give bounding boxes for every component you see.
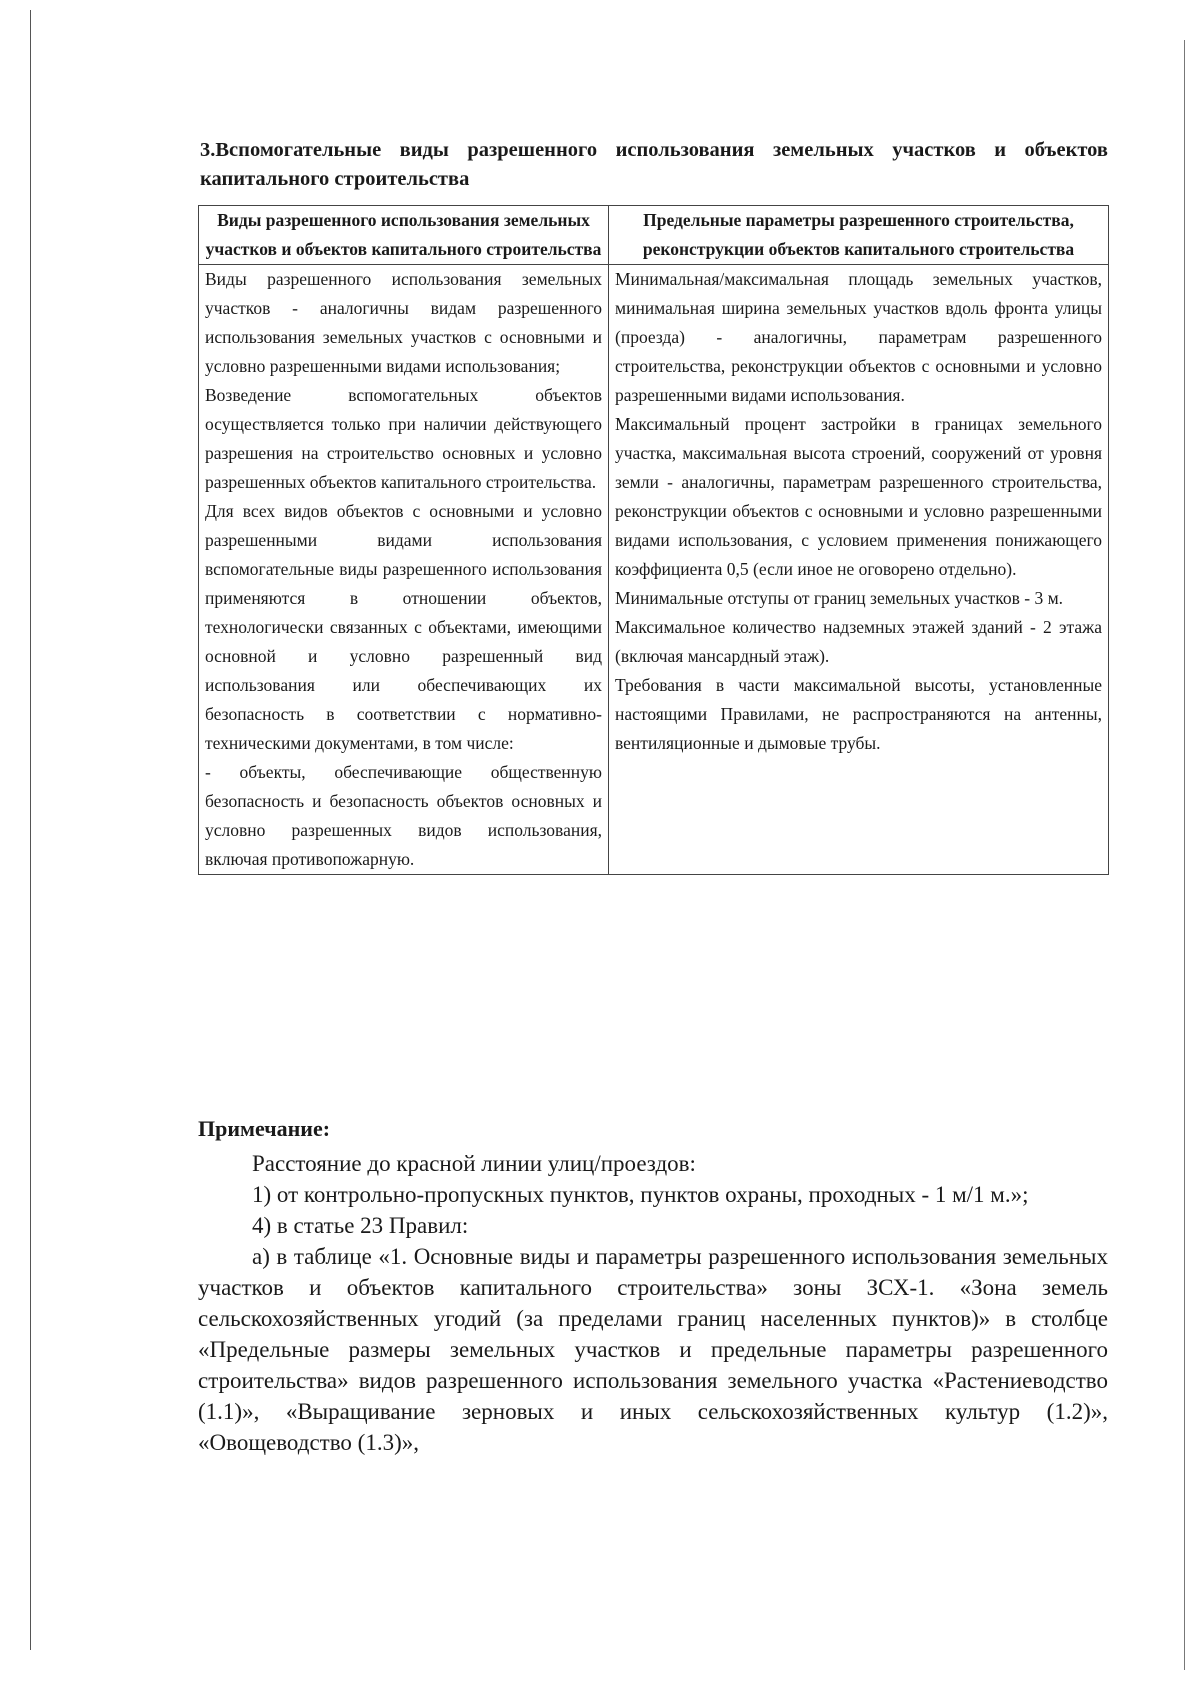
note-body	[198, 1148, 1108, 1458]
parameters-paragraph: Требования в части максимальной высоты, установленные настоящими Правилами, не распространяются на антенны, вентиляционные и дымовые трубы.	[615, 675, 1102, 753]
note-paragraph: 1) от контрольно-пропускных пунктов, пунктов охраны, проходных - 1 м/1 м.»;	[252, 1182, 1029, 1207]
regulations-table	[198, 205, 1109, 875]
parameters-paragraph: Минимальные отступы от границ земельных участков - 3 м.	[615, 588, 1064, 608]
scan-border-right	[1184, 40, 1185, 1670]
table-header-row	[199, 206, 1109, 265]
table-header-uses: Виды разрешенного использования земельных участков и объектов капитального строительства	[199, 206, 609, 265]
parameters-paragraph: Максимальный процент застройки в границах земельного участка, максимальная высота строений, сооружений от уровня земли - аналогичны, параметрам разрешенного строительства, реконструкции объектов с основными и условно разрешенными видами использования, с условием применения понижающего коэффициента 0,5 (если иное не оговорено отдельно).	[615, 414, 1102, 579]
uses-paragraph: - объекты, обеспечивающие общественную безопасность и безопасность объектов основных и условно разрешенных видов использования, включая противопожарную.	[205, 762, 602, 869]
scan-border-left	[30, 10, 31, 1650]
note-paragraph: 4) в статье 23 Правил:	[252, 1213, 469, 1238]
section-title: 3.Вспомогательные виды разрешенного использования земельных участков и объектов капитального строительства	[200, 139, 1108, 190]
table-row	[199, 265, 1109, 875]
note-paragraph: Расстояние до красной линии улиц/проездов:	[252, 1151, 696, 1176]
note-heading: Примечание:	[198, 1116, 331, 1141]
table-header-parameters: Предельные параметры разрешенного строительства, реконструкции объектов капитального строительства	[609, 206, 1109, 265]
note-paragraph: а) в таблице «1. Основные виды и параметры разрешенного использования земельных участков и объектов капитального строительства» зоны ЗСХ-1. «Зона земель сельскохозяйственных угодий (за пределами границ населенных пунктов)» в столбце «Предельные размеры земельных участков и предельные параметры разрешенного строительства» видов разрешенного использования земельного участка «Растениеводство (1.1)», «Выращивание зерновых и иных сельскохозяйственных культур (1.2)», «Овощеводство (1.3)»,	[198, 1244, 1108, 1455]
uses-cell	[199, 265, 609, 875]
uses-paragraph: Виды разрешенного использования земельных участков - аналогичны видам разрешенного использования земельных участков с основными и условно разрешенными видами использования;	[205, 269, 602, 376]
parameters-cell	[609, 265, 1109, 875]
parameters-paragraph: Минимальная/максимальная площадь земельных участков, минимальная ширина земельных участков вдоль фронта улицы (проезда) - аналогичны, параметрам разрешенного строительства, реконструкции объектов с основными и условно разрешенными видами использования.	[615, 269, 1102, 405]
uses-paragraph: Для всех видов объектов с основными и условно разрешенными видами использования вспомогательные виды разрешенного использования применяются в отношении объектов, технологически связанных с объектами, имеющими основной и условно разрешенный вид использования или обеспечивающих их безопасность в соответствии с нормативно-техническими документами, в том числе:	[205, 501, 602, 753]
uses-paragraph: Возведение вспомогательных объектов осуществляется только при наличии действующего разрешения на строительство основных и условно разрешенных объектов капитального строительства.	[205, 385, 602, 492]
parameters-paragraph: Максимальное количество надземных этажей зданий - 2 этажа (включая мансардный этаж).	[615, 617, 1102, 666]
